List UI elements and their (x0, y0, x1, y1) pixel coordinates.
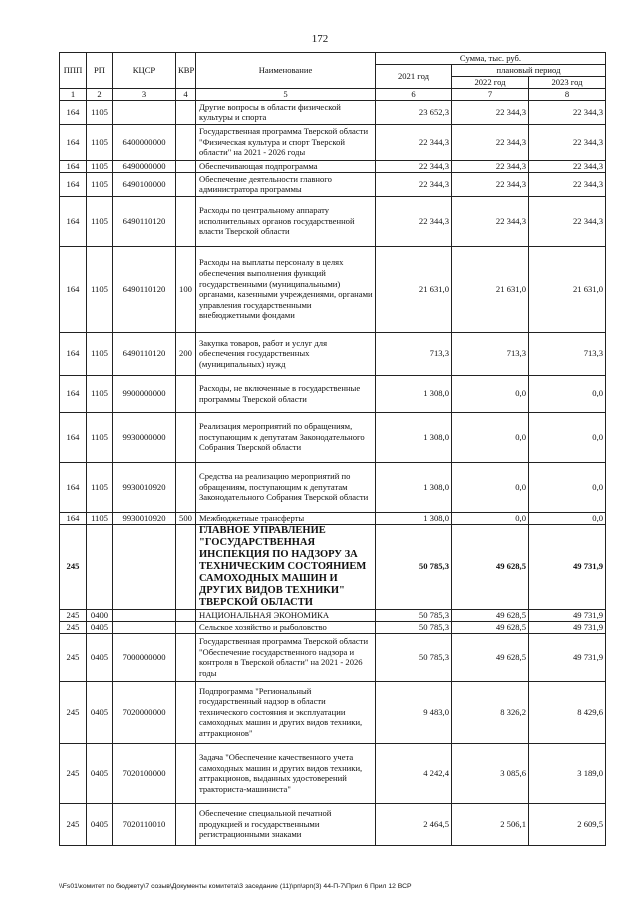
cell-v2021: 2 464,5 (376, 803, 452, 845)
cell-name: Задача "Обеспечение качественного учета самоходных машин и других видов техники, аттракционов, выданных удостоверений тракториста-машиниста" (196, 743, 376, 803)
cell-v2023: 49 731,9 (529, 633, 606, 681)
cell-name: Расходы по центральному аппарату исполнительных органов государственной власти Тверской области (196, 196, 376, 246)
cell-v2023: 3 189,0 (529, 743, 606, 803)
cell-kcsr: 9930010920 (113, 512, 176, 524)
cell-kvr: 100 (176, 246, 196, 332)
cell-ppp: 245 (60, 633, 87, 681)
header-name: Наименование (196, 53, 376, 89)
table-row (60, 621, 606, 633)
cell-v2022: 8 326,2 (452, 681, 529, 743)
cell-name: Обеспечивающая подпрограмма (196, 160, 376, 172)
cell-v2023: 22 344,3 (529, 100, 606, 124)
cell-kvr (176, 196, 196, 246)
table-row (60, 524, 606, 609)
cell-v2021: 1 308,0 (376, 462, 452, 512)
cell-ppp: 164 (60, 160, 87, 172)
cell-rp: 1105 (87, 512, 113, 524)
header-2021: 2021 год (376, 65, 452, 89)
cell-kvr (176, 524, 196, 609)
cell-v2021: 713,3 (376, 332, 452, 375)
table-row (60, 743, 606, 803)
cell-v2023: 22 344,3 (529, 172, 606, 196)
cell-ppp: 245 (60, 524, 87, 609)
file-path-footer: \\Fs01\комитет по бюджету\7 созыв\Документы комитета\3 заседание (11)\рп\зрп(3) 44-П-7\Прил 6 Прил 12 ВСР (59, 883, 412, 890)
cell-name: Средства на реализацию мероприятий по обращениям, поступающим к депутатам Законодательного Собрания Тверской области (196, 462, 376, 512)
cell-ppp: 164 (60, 100, 87, 124)
cell-v2023: 49 731,9 (529, 609, 606, 621)
cell-ppp: 164 (60, 196, 87, 246)
cell-v2021: 1 308,0 (376, 412, 452, 462)
cell-kcsr: 6490100000 (113, 172, 176, 196)
cell-rp: 0405 (87, 621, 113, 633)
cell-v2022: 0,0 (452, 462, 529, 512)
cell-kvr (176, 743, 196, 803)
cell-v2022: 49 628,5 (452, 609, 529, 621)
table-row (60, 172, 606, 196)
cell-kcsr: 6490110120 (113, 196, 176, 246)
cell-kcsr: 6490110120 (113, 332, 176, 375)
cell-kcsr: 7020000000 (113, 681, 176, 743)
cell-v2022: 3 085,6 (452, 743, 529, 803)
cell-kcsr: 9930010920 (113, 462, 176, 512)
cell-v2021: 9 483,0 (376, 681, 452, 743)
cell-v2023: 0,0 (529, 412, 606, 462)
cell-kvr (176, 803, 196, 845)
cell-name: Государственная программа Тверской области "Обеспечение государственного надзора и контроля в Тверской области" на 2021 - 2026 годы (196, 633, 376, 681)
cell-v2022: 49 628,5 (452, 633, 529, 681)
cell-ppp: 164 (60, 412, 87, 462)
column-number: 5 (196, 89, 376, 101)
cell-v2021: 50 785,3 (376, 609, 452, 621)
cell-kvr: 500 (176, 512, 196, 524)
header-sum: Сумма, тыс. руб. (376, 53, 606, 65)
table-row (60, 609, 606, 621)
cell-rp: 0405 (87, 633, 113, 681)
column-number: 6 (376, 89, 452, 101)
cell-v2023: 49 731,9 (529, 524, 606, 609)
cell-v2022: 49 628,5 (452, 621, 529, 633)
cell-ppp: 164 (60, 512, 87, 524)
header-2023: 2023 год (529, 77, 606, 89)
cell-v2023: 0,0 (529, 512, 606, 524)
cell-name: Обеспечение деятельности главного администратора программы (196, 172, 376, 196)
cell-ppp: 164 (60, 172, 87, 196)
header-rp: РП (87, 53, 113, 89)
cell-kvr (176, 621, 196, 633)
cell-rp: 1105 (87, 100, 113, 124)
cell-kvr (176, 100, 196, 124)
cell-kvr (176, 609, 196, 621)
cell-kcsr: 6490110120 (113, 246, 176, 332)
cell-kcsr (113, 609, 176, 621)
cell-rp: 1105 (87, 375, 113, 412)
cell-name: Реализация мероприятий по обращениям, поступающим к депутатам Законодательного Собрания Тверской области (196, 412, 376, 462)
cell-v2021: 1 308,0 (376, 512, 452, 524)
cell-ppp: 164 (60, 124, 87, 160)
column-number: 8 (529, 89, 606, 101)
cell-kvr (176, 172, 196, 196)
cell-kcsr: 7020100000 (113, 743, 176, 803)
cell-kvr (176, 412, 196, 462)
column-number: 4 (176, 89, 196, 101)
table-row (60, 681, 606, 743)
cell-ppp: 164 (60, 462, 87, 512)
table-row (60, 462, 606, 512)
cell-v2022: 22 344,3 (452, 196, 529, 246)
cell-rp: 1105 (87, 462, 113, 512)
cell-name: Подпрограмма "Региональный государственный надзор в области технического состояния и эксплуатации самоходных машин и других видов техники, аттракционов" (196, 681, 376, 743)
cell-v2023: 8 429,6 (529, 681, 606, 743)
cell-kcsr (113, 524, 176, 609)
header-planned-period: плановый период (452, 65, 606, 77)
table-row (60, 412, 606, 462)
cell-kvr (176, 681, 196, 743)
cell-v2023: 21 631,0 (529, 246, 606, 332)
header-kcsr: КЦСР (113, 53, 176, 89)
cell-v2021: 1 308,0 (376, 375, 452, 412)
cell-ppp: 164 (60, 332, 87, 375)
cell-name: НАЦИОНАЛЬНАЯ ЭКОНОМИКА (196, 609, 376, 621)
cell-ppp: 245 (60, 609, 87, 621)
cell-v2022: 2 506,1 (452, 803, 529, 845)
cell-v2022: 22 344,3 (452, 124, 529, 160)
cell-rp: 1105 (87, 246, 113, 332)
cell-v2022: 713,3 (452, 332, 529, 375)
cell-v2023: 22 344,3 (529, 160, 606, 172)
cell-v2023: 22 344,3 (529, 196, 606, 246)
cell-kvr (176, 160, 196, 172)
column-number: 3 (113, 89, 176, 101)
header-kvr: КВР (176, 53, 196, 89)
column-number: 2 (87, 89, 113, 101)
column-number: 1 (60, 89, 87, 101)
cell-v2022: 49 628,5 (452, 524, 529, 609)
table-row (60, 160, 606, 172)
cell-name: Закупка товаров, работ и услуг для обеспечения государственных (муниципальных) нужд (196, 332, 376, 375)
cell-rp: 0405 (87, 803, 113, 845)
cell-v2022: 0,0 (452, 375, 529, 412)
cell-v2021: 21 631,0 (376, 246, 452, 332)
table-row (60, 100, 606, 124)
cell-ppp: 164 (60, 375, 87, 412)
table-row (60, 375, 606, 412)
cell-kvr (176, 375, 196, 412)
header-ppp: ППП (60, 53, 87, 89)
cell-rp: 1105 (87, 412, 113, 462)
cell-v2023: 2 609,5 (529, 803, 606, 845)
cell-v2023: 22 344,3 (529, 124, 606, 160)
cell-v2021: 22 344,3 (376, 196, 452, 246)
table-body (60, 100, 606, 845)
cell-rp: 1105 (87, 196, 113, 246)
cell-rp: 0405 (87, 681, 113, 743)
cell-v2021: 22 344,3 (376, 160, 452, 172)
cell-name: Обеспечение специальной печатной продукцией и государственными регистрационными знаками (196, 803, 376, 845)
cell-v2023: 0,0 (529, 375, 606, 412)
cell-v2023: 0,0 (529, 462, 606, 512)
cell-v2021: 4 242,4 (376, 743, 452, 803)
table-row (60, 803, 606, 845)
cell-ppp: 164 (60, 246, 87, 332)
table-row (60, 246, 606, 332)
cell-ppp: 245 (60, 621, 87, 633)
cell-kvr: 200 (176, 332, 196, 375)
cell-kcsr (113, 100, 176, 124)
cell-name: Расходы на выплаты персоналу в целях обеспечения выполнения функций государственными (муниципальными) органами, казенными учреждениями, органами управления государственными внебюджетными фондами (196, 246, 376, 332)
table-row (60, 196, 606, 246)
cell-v2023: 49 731,9 (529, 621, 606, 633)
cell-kcsr (113, 621, 176, 633)
header-2022: 2022 год (452, 77, 529, 89)
cell-kvr (176, 124, 196, 160)
budget-table (59, 52, 606, 846)
cell-ppp: 245 (60, 743, 87, 803)
cell-rp: 0405 (87, 743, 113, 803)
cell-kvr (176, 462, 196, 512)
cell-v2021: 22 344,3 (376, 124, 452, 160)
cell-kcsr: 9900000000 (113, 375, 176, 412)
cell-v2021: 23 652,3 (376, 100, 452, 124)
cell-kcsr: 7020110010 (113, 803, 176, 845)
table-row (60, 512, 606, 524)
cell-name: Сельское хозяйство и рыболовство (196, 621, 376, 633)
cell-name: Межбюджетные трансферты (196, 512, 376, 524)
cell-name: Расходы, не включенные в государственные программы Тверской области (196, 375, 376, 412)
cell-v2022: 21 631,0 (452, 246, 529, 332)
cell-v2022: 22 344,3 (452, 160, 529, 172)
cell-rp (87, 524, 113, 609)
cell-kcsr: 6400000000 (113, 124, 176, 160)
cell-rp: 1105 (87, 124, 113, 160)
cell-name: ГЛАВНОЕ УПРАВЛЕНИЕ "ГОСУДАРСТВЕННАЯ ИНСПЕКЦИЯ ПО НАДЗОРУ ЗА ТЕХНИЧЕСКИМ СОСТОЯНИЕМ САМОХОДНЫХ МАШИН И ДРУГИХ ВИДОВ ТЕХНИКИ" ТВЕРСКОЙ ОБЛАСТИ (196, 524, 376, 609)
cell-kvr (176, 633, 196, 681)
cell-v2021: 50 785,3 (376, 524, 452, 609)
table-row (60, 633, 606, 681)
cell-rp: 0400 (87, 609, 113, 621)
cell-rp: 1105 (87, 172, 113, 196)
cell-kcsr: 9930000000 (113, 412, 176, 462)
cell-kcsr: 6490000000 (113, 160, 176, 172)
cell-ppp: 245 (60, 803, 87, 845)
cell-name: Государственная программа Тверской области "Физическая культура и спорт Тверской области" на 2021 - 2026 годы (196, 124, 376, 160)
cell-v2022: 22 344,3 (452, 172, 529, 196)
cell-kcsr: 7000000000 (113, 633, 176, 681)
table-row (60, 124, 606, 160)
cell-v2022: 22 344,3 (452, 100, 529, 124)
column-number: 7 (452, 89, 529, 101)
cell-v2021: 50 785,3 (376, 633, 452, 681)
cell-rp: 1105 (87, 332, 113, 375)
cell-v2022: 0,0 (452, 512, 529, 524)
cell-rp: 1105 (87, 160, 113, 172)
cell-ppp: 245 (60, 681, 87, 743)
cell-v2022: 0,0 (452, 412, 529, 462)
page-number: 172 (311, 33, 329, 45)
cell-v2021: 22 344,3 (376, 172, 452, 196)
table-row (60, 332, 606, 375)
cell-v2021: 50 785,3 (376, 621, 452, 633)
cell-name: Другие вопросы в области физической культуры и спорта (196, 100, 376, 124)
cell-v2023: 713,3 (529, 332, 606, 375)
